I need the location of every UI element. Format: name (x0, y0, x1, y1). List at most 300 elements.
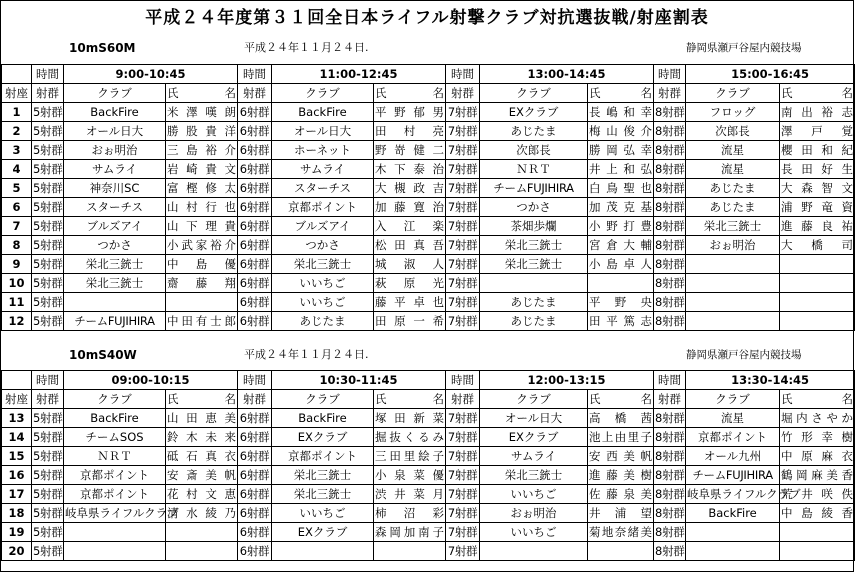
shooter-name: 木下泰治 (374, 160, 446, 179)
club-cell: あじたま (480, 293, 588, 312)
club-cell: 流星 (686, 409, 780, 428)
shooter-name: 井上和弘 (588, 160, 654, 179)
seating-table (1, 370, 855, 561)
shooter-name: 中島綾香 (780, 504, 855, 523)
club-cell (272, 542, 374, 561)
club-cell: いいちご (272, 504, 374, 523)
group-cell: 6射群 (238, 141, 272, 160)
group-cell: 8射群 (654, 447, 686, 466)
club-cell: スターチス (272, 179, 374, 198)
club-cell: あじたま (480, 312, 588, 331)
group-cell: 5射群 (32, 466, 64, 485)
group-cell: 8射群 (654, 103, 686, 122)
club-cell (64, 523, 166, 542)
club-cell: おぉ明治 (64, 141, 166, 160)
shooter-name (588, 542, 654, 561)
lane-number: 16 (2, 466, 32, 485)
lane-number: 5 (2, 179, 32, 198)
group-header: 射群 (238, 84, 272, 103)
group-cell: 7射群 (446, 122, 480, 141)
club-cell: ホーネット (272, 141, 374, 160)
group-cell: 6射群 (238, 122, 272, 141)
club-cell: 茶畑歩爛 (480, 217, 588, 236)
shooter-name: 田村亮 (374, 122, 446, 141)
group-cell: 8射群 (654, 198, 686, 217)
group-cell: 6射群 (238, 255, 272, 274)
group-cell: 7射群 (446, 312, 480, 331)
shooter-name: 小泉菜優 (374, 466, 446, 485)
group-cell: 6射群 (238, 466, 272, 485)
name-header: 氏名 (588, 390, 654, 409)
session-time: 13:30-14:45 (686, 371, 855, 390)
table-row (2, 236, 855, 255)
shooter-name (780, 293, 855, 312)
shooter-name (780, 523, 855, 542)
shooter-name: 中田有士郎 (166, 312, 238, 331)
shooter-name: 大槻政吉 (374, 179, 446, 198)
group-cell: 7射群 (446, 447, 480, 466)
group-cell: 5射群 (32, 293, 64, 312)
club-cell: 神奈川SC (64, 179, 166, 198)
shooter-name: 大橋司 (780, 236, 855, 255)
table-row (2, 274, 855, 293)
shooter-name: 米澤嘆朗 (166, 103, 238, 122)
group-cell: 5射群 (32, 504, 64, 523)
shooter-name (780, 312, 855, 331)
club-cell: サムライ (480, 447, 588, 466)
shooter-name: 鈴木未来 (166, 428, 238, 447)
page-title: 平成２４年度第３１回全日本ライフル射撃クラブ対抗選抜戦/射座割表 (145, 8, 709, 28)
group-cell: 7射群 (446, 409, 480, 428)
club-cell: フロッグ (686, 103, 780, 122)
shooter-name: 花村文恵 (166, 485, 238, 504)
group-cell: 8射群 (654, 409, 686, 428)
club-header: クラブ (64, 390, 166, 409)
group-cell: 5射群 (32, 255, 64, 274)
shooter-name: 岩崎貴文 (166, 160, 238, 179)
group-cell: 7射群 (446, 103, 480, 122)
lane-number: 4 (2, 160, 32, 179)
table-row (2, 409, 855, 428)
club-cell (64, 293, 166, 312)
club-cell: 栄北三銃士 (686, 217, 780, 236)
shooter-name: 堀内さやか (780, 409, 855, 428)
shooter-name: 加茂克基 (588, 198, 654, 217)
lane-number: 12 (2, 312, 32, 331)
club-cell: EXクラブ (272, 428, 374, 447)
group-cell: 8射群 (654, 179, 686, 198)
table-row (2, 122, 855, 141)
group-cell: 8射群 (654, 485, 686, 504)
group-cell: 5射群 (32, 236, 64, 255)
group-cell: 7射群 (446, 255, 480, 274)
group-cell: 8射群 (654, 312, 686, 331)
shooter-name: 田平篤志 (588, 312, 654, 331)
session-time-row (2, 65, 855, 84)
group-cell: 5射群 (32, 141, 64, 160)
time-header-label: 時間 (32, 65, 64, 84)
lane-number: 19 (2, 523, 32, 542)
shooter-name: 城淑人 (374, 255, 446, 274)
club-cell: サムライ (272, 160, 374, 179)
shooter-name: 三田里絵子 (374, 447, 446, 466)
lane-number: 18 (2, 504, 32, 523)
group-cell: 7射群 (446, 236, 480, 255)
shooter-name: 白鳥聖也 (588, 179, 654, 198)
table-row (2, 293, 855, 312)
group-cell: 7射群 (446, 141, 480, 160)
group-cell: 8射群 (654, 236, 686, 255)
club-cell: いいちご (480, 523, 588, 542)
group-cell: 6射群 (238, 312, 272, 331)
table-row (2, 447, 855, 466)
shooter-name: 澤戸覚 (780, 122, 855, 141)
shooter-name: 小島卓人 (588, 255, 654, 274)
event-name: 10mS60M (69, 41, 136, 55)
club-cell: BackFire (272, 409, 374, 428)
group-cell: 5射群 (32, 122, 64, 141)
name-header: 氏名 (588, 84, 654, 103)
table-row (2, 103, 855, 122)
group-cell: 8射群 (654, 293, 686, 312)
group-cell: 8射群 (654, 141, 686, 160)
blank-cell (2, 371, 32, 390)
club-cell: いいちご (272, 274, 374, 293)
club-cell: 次郎長 (480, 141, 588, 160)
group-header: 射群 (238, 390, 272, 409)
group-header: 射群 (32, 84, 64, 103)
shooter-name: 浦野竜資 (780, 198, 855, 217)
session-time-row (2, 371, 855, 390)
group-cell: 6射群 (238, 179, 272, 198)
group-cell: 8射群 (654, 523, 686, 542)
club-cell: チームFUJIHIRA (64, 312, 166, 331)
table-row (2, 255, 855, 274)
shooter-name: 安西美帆 (588, 447, 654, 466)
shooter-name: 柿沼彩 (374, 504, 446, 523)
event-name: 10mS40W (69, 348, 137, 362)
shooter-name: 富樫修太 (166, 179, 238, 198)
session-time: 11:00-12:45 (272, 65, 446, 84)
shooter-name: 三島裕介 (166, 141, 238, 160)
club-cell: 栄北三銃士 (480, 236, 588, 255)
shooter-name: 井浦望 (588, 504, 654, 523)
club-header: クラブ (272, 84, 374, 103)
club-cell (686, 542, 780, 561)
group-cell: 7射群 (446, 428, 480, 447)
group-cell: 6射群 (238, 523, 272, 542)
table-row (2, 485, 855, 504)
club-cell: 栄北三銃士 (480, 466, 588, 485)
club-cell (686, 523, 780, 542)
shooter-name: 安斎美帆 (166, 466, 238, 485)
name-header: 氏名 (780, 84, 855, 103)
club-cell: BackFire (64, 409, 166, 428)
event-date: 平成２４年１１月２４日. (244, 41, 369, 54)
club-cell: EXクラブ (480, 103, 588, 122)
club-cell: ブルズアイ (64, 217, 166, 236)
group-cell: 6射群 (238, 293, 272, 312)
group-cell: 7射群 (446, 274, 480, 293)
shooter-name: 進藤良祐 (780, 217, 855, 236)
club-cell: 京都ポイント (272, 198, 374, 217)
club-cell: 栄北三銃士 (272, 485, 374, 504)
club-cell: スターチス (64, 198, 166, 217)
club-header: クラブ (686, 390, 780, 409)
club-cell: BackFire (686, 504, 780, 523)
lane-header: 射座 (2, 390, 32, 409)
group-cell: 7射群 (446, 179, 480, 198)
club-cell: ＮＲＴ (64, 447, 166, 466)
shooter-name (780, 542, 855, 561)
group-cell: 7射群 (446, 160, 480, 179)
club-cell: EXクラブ (272, 523, 374, 542)
club-cell: あじたま (686, 198, 780, 217)
name-header: 氏名 (780, 390, 855, 409)
shooter-name: 掘抜くるみ (374, 428, 446, 447)
venue-name: 静岡県瀬戸谷屋内競技場 (686, 42, 802, 54)
group-cell: 6射群 (238, 217, 272, 236)
shooter-name (780, 274, 855, 293)
shooter-name: 野嵜健二 (374, 141, 446, 160)
time-header-label: 時間 (446, 371, 480, 390)
club-header: クラブ (272, 390, 374, 409)
group-cell: 5射群 (32, 428, 64, 447)
club-cell: サムライ (64, 160, 166, 179)
club-cell: おぉ明治 (686, 236, 780, 255)
time-header-label: 時間 (32, 371, 64, 390)
table-row (2, 179, 855, 198)
group-cell: 8射群 (654, 466, 686, 485)
club-cell: 京都ポイント (272, 447, 374, 466)
club-header: クラブ (480, 390, 588, 409)
group-cell: 6射群 (238, 447, 272, 466)
group-cell: 5射群 (32, 447, 64, 466)
column-header-row (2, 84, 855, 103)
group-cell: 7射群 (446, 485, 480, 504)
shooter-name: 宮倉大輔 (588, 236, 654, 255)
time-header-label: 時間 (238, 65, 272, 84)
shooter-name: 池上由里子 (588, 428, 654, 447)
shooter-name: 勝岡弘幸 (588, 141, 654, 160)
group-cell: 5射群 (32, 312, 64, 331)
club-cell: ブルズアイ (272, 217, 374, 236)
session-time: 13:00-14:45 (480, 65, 654, 84)
club-header: クラブ (480, 84, 588, 103)
name-header: 氏名 (374, 390, 446, 409)
club-cell: オール日大 (480, 409, 588, 428)
club-cell (686, 293, 780, 312)
group-cell: 7射群 (446, 466, 480, 485)
group-cell: 7射群 (446, 198, 480, 217)
shooter-name: 高橋茜 (588, 409, 654, 428)
shooter-name (780, 255, 855, 274)
club-cell: つかさ (272, 236, 374, 255)
name-header: 氏名 (166, 84, 238, 103)
club-cell (686, 312, 780, 331)
club-cell: 栄北三銃士 (272, 255, 374, 274)
table-row (2, 428, 855, 447)
group-cell: 7射群 (446, 293, 480, 312)
club-cell: ＮＲＴ (480, 160, 588, 179)
event-date: 平成２４年１１月２４日. (244, 348, 369, 361)
group-cell: 6射群 (238, 198, 272, 217)
shooter-name (588, 274, 654, 293)
table-row (2, 198, 855, 217)
lane-number: 7 (2, 217, 32, 236)
shooter-name: 勝股貴洋 (166, 122, 238, 141)
table-row (2, 217, 855, 236)
venue-name: 静岡県瀬戸谷屋内競技場 (686, 349, 802, 361)
lane-number: 20 (2, 542, 32, 561)
time-header-label: 時間 (654, 65, 686, 84)
group-cell: 8射群 (654, 274, 686, 293)
shooter-name: 大森智文 (780, 179, 855, 198)
club-cell: オール九州 (686, 447, 780, 466)
shooter-name: 佐藤泉美 (588, 485, 654, 504)
group-cell: 5射群 (32, 409, 64, 428)
lane-number: 9 (2, 255, 32, 274)
club-cell: つかさ (64, 236, 166, 255)
group-cell: 5射群 (32, 103, 64, 122)
club-cell: 流星 (686, 160, 780, 179)
shooter-name: 中原麻衣 (780, 447, 855, 466)
group-cell: 8射群 (654, 255, 686, 274)
shooter-name: 山村行也 (166, 198, 238, 217)
club-cell: あじたま (480, 122, 588, 141)
group-header: 射群 (446, 390, 480, 409)
club-cell: チームSOS (64, 428, 166, 447)
club-cell: おぉ明治 (480, 504, 588, 523)
club-cell: 岐阜県ライフルクラブ (686, 485, 780, 504)
shooter-name: 齋藤翔 (166, 274, 238, 293)
table-row (2, 504, 855, 523)
club-cell (686, 274, 780, 293)
club-cell: 次郎長 (686, 122, 780, 141)
session-time: 15:00-16:45 (686, 65, 855, 84)
group-cell: 8射群 (654, 542, 686, 561)
shooter-name: 中島優 (166, 255, 238, 274)
group-cell: 5射群 (32, 274, 64, 293)
club-cell (64, 542, 166, 561)
club-cell: つかさ (480, 198, 588, 217)
shooter-name: 渋井菜月 (374, 485, 446, 504)
group-cell: 7射群 (446, 542, 480, 561)
group-cell: 5射群 (32, 542, 64, 561)
shooter-name: 菊地奈緒美 (588, 523, 654, 542)
club-cell: オール日大 (272, 122, 374, 141)
shooter-name: 平野郁男 (374, 103, 446, 122)
club-cell: いいちご (272, 293, 374, 312)
shooter-name: 加藤寛治 (374, 198, 446, 217)
club-cell: 栄北三銃士 (480, 255, 588, 274)
shooter-name: 清水綾乃 (166, 504, 238, 523)
shooter-name: 梅山俊介 (588, 122, 654, 141)
club-cell: 京都ポイント (686, 428, 780, 447)
group-cell: 8射群 (654, 122, 686, 141)
table-row (2, 466, 855, 485)
group-cell: 7射群 (446, 523, 480, 542)
club-cell: オール日大 (64, 122, 166, 141)
session-time: 9:00-10:45 (64, 65, 238, 84)
name-header: 氏名 (166, 390, 238, 409)
time-header-label: 時間 (238, 371, 272, 390)
group-cell: 5射群 (32, 485, 64, 504)
lane-number: 6 (2, 198, 32, 217)
shooter-name: 森岡加南子 (374, 523, 446, 542)
group-header: 射群 (32, 390, 64, 409)
club-cell: 京都ポイント (64, 466, 166, 485)
group-cell: 5射群 (32, 160, 64, 179)
group-cell: 5射群 (32, 523, 64, 542)
club-header: クラブ (686, 84, 780, 103)
club-cell: BackFire (64, 103, 166, 122)
seating-table (1, 64, 855, 331)
table-row (2, 160, 855, 179)
group-cell: 6射群 (238, 542, 272, 561)
session-time: 10:30-11:45 (272, 371, 446, 390)
lane-number: 2 (2, 122, 32, 141)
lane-number: 8 (2, 236, 32, 255)
shooter-name: 小野打豊 (588, 217, 654, 236)
lane-header: 射座 (2, 84, 32, 103)
shooter-name: 竹形幸樹 (780, 428, 855, 447)
club-cell: いいちご (480, 485, 588, 504)
club-cell: 栄北三銃士 (64, 274, 166, 293)
lane-number: 1 (2, 103, 32, 122)
club-cell: チームFUJIHIRA (686, 466, 780, 485)
table-row (2, 312, 855, 331)
club-cell: 岐阜県ライフルクラブ (64, 504, 166, 523)
club-cell: 栄北三銃士 (272, 466, 374, 485)
shooter-name (374, 542, 446, 561)
shooter-name: 松田真吾 (374, 236, 446, 255)
shooter-name: 小武家裕介 (166, 236, 238, 255)
shooter-name: 長田好生 (780, 160, 855, 179)
group-cell: 8射群 (654, 504, 686, 523)
group-cell: 7射群 (446, 217, 480, 236)
blank-cell (2, 65, 32, 84)
group-cell: 5射群 (32, 198, 64, 217)
group-cell: 5射群 (32, 179, 64, 198)
shooter-name: 田原一希 (374, 312, 446, 331)
shooter-name: 藤平卓也 (374, 293, 446, 312)
club-cell (480, 542, 588, 561)
group-cell: 6射群 (238, 160, 272, 179)
club-cell: チームFUJIHIRA (480, 179, 588, 198)
group-cell: 5射群 (32, 217, 64, 236)
shooter-name: 長嶋和幸 (588, 103, 654, 122)
group-cell: 8射群 (654, 217, 686, 236)
shooter-name: 南出裕志 (780, 103, 855, 122)
time-header-label: 時間 (446, 65, 480, 84)
lane-number: 3 (2, 141, 32, 160)
club-cell: あじたま (686, 179, 780, 198)
shooter-name (166, 523, 238, 542)
lane-number: 10 (2, 274, 32, 293)
session-time: 12:00-13:15 (480, 371, 654, 390)
table-row (2, 523, 855, 542)
group-cell: 6射群 (238, 504, 272, 523)
club-cell: BackFire (272, 103, 374, 122)
session-time: 09:00-10:15 (64, 371, 238, 390)
group-cell: 8射群 (654, 428, 686, 447)
shooter-name: 櫻田和紀 (780, 141, 855, 160)
club-cell: 栄北三銃士 (64, 255, 166, 274)
club-cell: 流星 (686, 141, 780, 160)
shooter-name: 山田恵美 (166, 409, 238, 428)
club-cell: EXクラブ (480, 428, 588, 447)
